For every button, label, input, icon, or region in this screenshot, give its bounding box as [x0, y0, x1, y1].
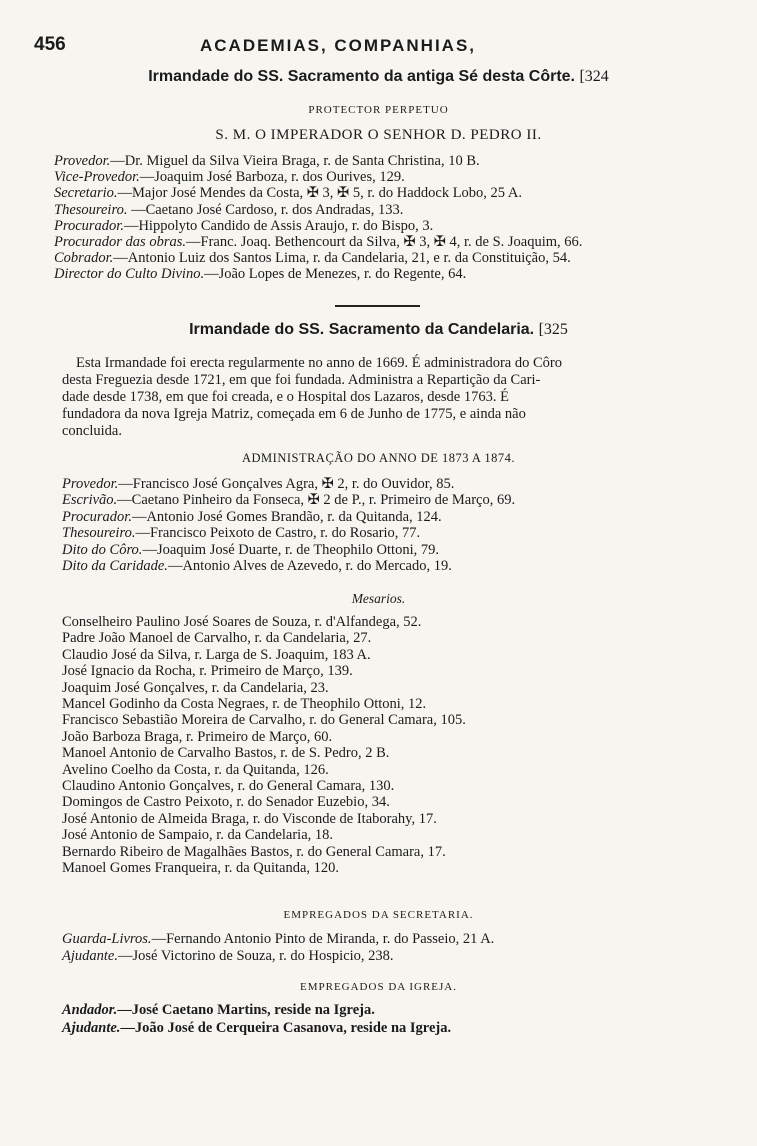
officer-details: —Francisco José Gonçalves Agra, ✠ 2, r. do Ouvidor, 85.: [118, 476, 455, 492]
officer-details: —Antonio José Gomes Brandão, r. da Quitanda, 124.: [131, 508, 442, 525]
mesario-entry: Manoel Antonio de Carvalho Bastos, r. de S. Pedro, 2 B.: [62, 745, 390, 762]
staff-entry: [62, 1019, 451, 1037]
officer-entry: [62, 476, 515, 492]
officer-role: Secretario.: [54, 185, 118, 202]
section-number: [325: [538, 321, 568, 338]
staff-role: Ajudante.: [62, 1020, 121, 1036]
officer-role: Vice-Provedor.: [54, 169, 140, 186]
officer-details: —Caetano José Cardoso, r. dos Andradas, 133.: [127, 201, 404, 218]
page-number: 456: [34, 34, 66, 55]
officer-entry: [54, 218, 582, 234]
officer-entry: [54, 266, 582, 282]
mesario-entry: Joaquim José Gonçalves, r. da Candelaria, 23.: [62, 679, 329, 696]
officer-details: —Francisco Peixoto de Castro, r. do Rosario, 77.: [135, 525, 421, 542]
mesario-entry: Mancel Godinho da Costa Negraes, r. de Theophilo Ottoni, 12.: [62, 696, 427, 713]
officer-role: Director do Culto Divino.: [54, 266, 205, 283]
officer-details: —Antonio Luiz dos Santos Lima, r. da Candelaria, 21, e r. da Constituição, 54.: [113, 250, 571, 267]
paragraph-line: dade desde 1738, em que foi creada, e o Hospital dos Lazaros, desde 1763. É: [62, 389, 509, 405]
staff-details: —José Victorino de Souza, r. do Hospicio, 238.: [117, 948, 394, 964]
officer-role: Procurador.: [62, 508, 132, 525]
igreja-heading: EMPREGADOS DA IGREJA.: [300, 981, 457, 993]
officer-entry: [54, 234, 582, 250]
mesario-entry: Padre João Manoel de Carvalho, r. da Candelaria, 27.: [62, 630, 372, 647]
secretaria-staff: [62, 931, 494, 965]
officer-entry: [54, 185, 582, 201]
officer-details: —João Lopes de Menezes, r. do Regente, 64.: [204, 266, 467, 283]
paragraph-line: desta Freguezia desde 1721, em que foi fundada. Administra a Repartição da Cari-: [62, 372, 541, 388]
running-head: ACADEMIAS, COMPANHIAS,: [200, 36, 477, 55]
officer-details: —Franc. Joaq. Bethencourt da Silva, ✠ 3, ✠ 4, r. de S. Joaquim, 66.: [186, 234, 583, 251]
officer-entry: [54, 250, 582, 266]
paragraph-line: concluida.: [62, 423, 122, 439]
officer-details: —Caetano Pinheiro da Fonseca, ✠ 2 de P., r. Primeiro de Março, 69.: [117, 492, 516, 509]
mesario-entry: José Ignacio da Rocha, r. Primeiro de Março, 139.: [62, 663, 353, 680]
officer-role: Dito da Caridade.: [62, 558, 168, 575]
officer-role: Procurador das obras.: [54, 234, 186, 251]
mesario-entry: José Antonio de Almeida Braga, r. do Visconde de Itaborahy, 17.: [62, 810, 437, 827]
officer-entry: [54, 169, 582, 185]
staff-role: Guarda-Livros.: [62, 931, 152, 947]
protector-name: S. M. O IMPERADOR O SENHOR D. PEDRO II.: [215, 127, 542, 143]
mesarios-heading: Mesarios.: [351, 591, 406, 606]
mesario-entry: José Antonio de Sampaio, r. da Candelaria, 18.: [62, 827, 334, 844]
mesario-entry: Bernardo Ribeiro de Magalhães Bastos, r. do General Camara, 17.: [62, 843, 446, 860]
admin-heading: ADMINISTRAÇÃO DO ANNO DE 1873 A 1874.: [241, 451, 516, 465]
section-324-title: [0, 68, 757, 86]
staff-role: Ajudante.: [62, 948, 118, 964]
officer-role: Escrivão.: [62, 492, 118, 509]
officer-role: Cobrador.: [54, 250, 114, 267]
page-header: [0, 34, 757, 58]
section-title-text: Irmandade do SS. Sacramento da Candelaria.: [189, 321, 535, 338]
section-title-text: Irmandade do SS. Sacramento da antiga Sé desta Côrte.: [148, 68, 575, 85]
officer-details: —Antonio Alves de Azevedo, r. do Mercado, 19.: [167, 558, 452, 575]
mesario-entry: Domingos de Castro Peixoto, r. do Senador Euzebio, 34.: [62, 794, 390, 811]
staff-entry: [62, 948, 494, 965]
staff-role: Andador.: [62, 1002, 118, 1018]
mesario-entry: Avelino Coelho da Costa, r. da Quitanda, 126.: [62, 761, 329, 778]
mesario-entry: Francisco Sebastião Moreira de Carvalho, r. do General Camara, 105.: [62, 712, 466, 729]
secretaria-heading: EMPREGADOS DA SECRETARIA.: [283, 909, 474, 921]
section-325-officers: [62, 476, 515, 574]
section-number: [324: [579, 68, 609, 85]
officer-role: Procurador.: [54, 217, 124, 234]
officer-details: —Hippolyto Candido de Assis Araujo, r. do Bispo, 3.: [123, 217, 434, 234]
section-325-title: [0, 321, 757, 339]
mesario-entry: Manoel Gomes Franqueira, r. da Quitanda, 120.: [62, 860, 340, 877]
officer-role: Dito do Côro.: [62, 541, 143, 558]
staff-entry: [62, 1001, 451, 1019]
officer-role: Provedor.: [54, 153, 111, 169]
igreja-staff: [62, 1001, 451, 1037]
section-divider: [335, 305, 420, 307]
officer-details: —Dr. Miguel da Silva Vieira Braga, r. de Santa Christina, 10 B.: [110, 153, 480, 169]
officer-details: —Major José Mendes da Costa, ✠ 3, ✠ 5, r. do Haddock Lobo, 25 A.: [117, 185, 522, 202]
section-324-officers: [54, 153, 582, 283]
officer-role: Provedor.: [62, 476, 119, 492]
mesario-entry: João Barboza Braga, r. Primeiro de Março, 60.: [62, 728, 333, 745]
mesario-entry: Claudino Antonio Gonçalves, r. do General Camara, 130.: [62, 778, 395, 795]
officer-entry: [54, 153, 582, 169]
mesarios-list: [62, 614, 466, 877]
protector-label: PROTECTOR PERPETUO: [308, 104, 449, 116]
officer-details: —Joaquim José Barboza, r. dos Ourives, 129.: [139, 169, 405, 186]
officer-entry: [62, 542, 515, 558]
officer-role: Thesoureiro.: [54, 201, 128, 218]
officer-entry: [54, 202, 582, 218]
officer-entry: [62, 525, 515, 541]
paragraph-line: fundadora da nova Igreja Matriz, começada em 6 de Junho de 1775, e ainda não: [62, 406, 526, 422]
staff-details: —Fernando Antonio Pinto de Miranda, r. do Passeio, 21 A.: [151, 931, 495, 947]
staff-entry: [62, 931, 494, 948]
officer-entry: [62, 492, 515, 508]
mesario-entry: Claudio José da Silva, r. Larga de S. Joaquim, 183 A.: [62, 646, 371, 663]
staff-details: —José Caetano Martins, reside na Igreja.: [117, 1002, 375, 1018]
history-paragraph: [62, 355, 702, 440]
mesario-entry: Conselheiro Paulino José Soares de Souza, r. d'Alfandega, 52.: [62, 614, 422, 630]
staff-details: —João José de Cerqueira Casanova, reside na Igreja.: [120, 1020, 452, 1036]
officer-entry: [62, 558, 515, 574]
paragraph-line: Esta Irmandade foi erecta regularmente no anno de 1669. É administradora do Côro: [76, 355, 562, 371]
officer-entry: [62, 509, 515, 525]
officer-role: Thesoureiro.: [62, 525, 136, 542]
officer-details: —Joaquim José Duarte, r. de Theophilo Ottoni, 79.: [142, 541, 439, 558]
